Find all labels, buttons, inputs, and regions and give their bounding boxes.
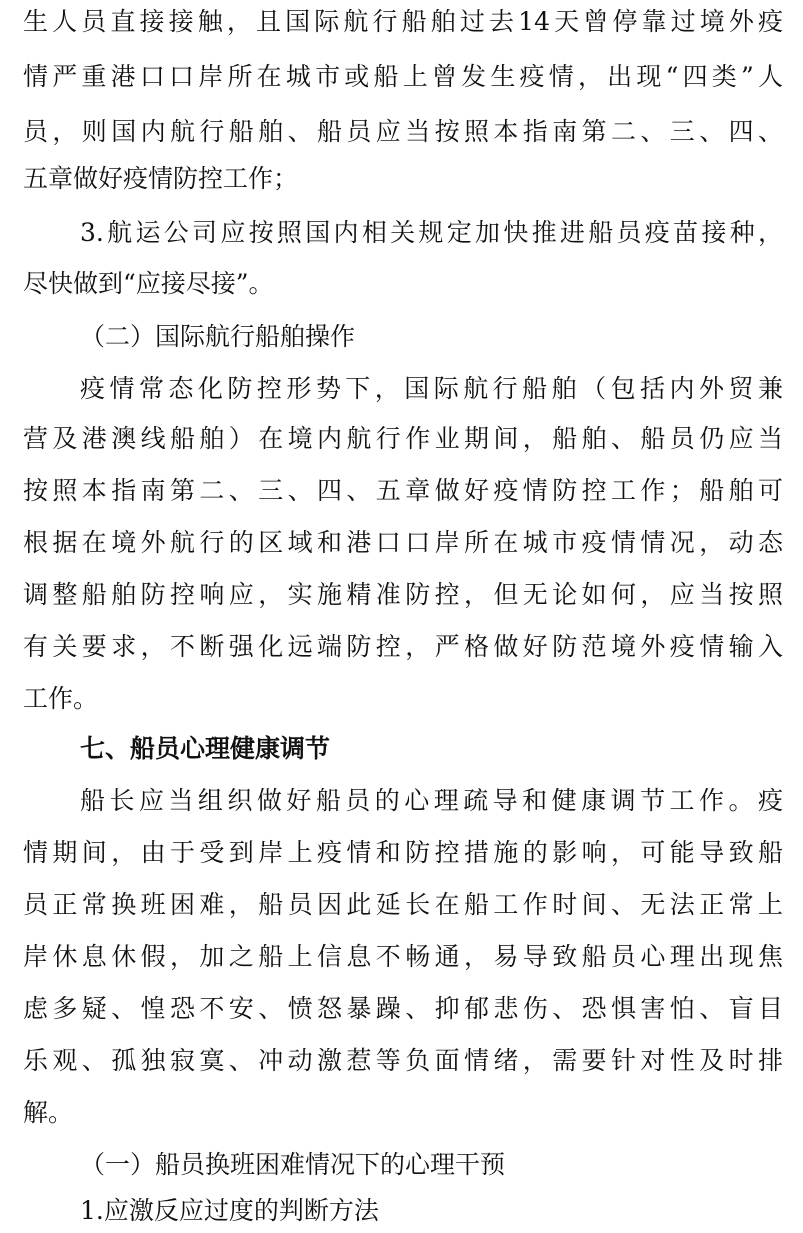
list-item-1: 1.应激反应过度的判断方法 [80, 1196, 379, 1225]
text-line: 岸休息休假，加之船上信息不畅通，易导致船员心理出现焦 [23, 942, 783, 971]
text-line: 员，则国内航行船舶、船员应当按照本指南第二、三、四、 [23, 117, 783, 146]
text-line: 情期间，由于受到岸上疫情和防控措施的影响，可能导致船 [23, 838, 783, 867]
text-line: 解。 [23, 1098, 74, 1127]
text-line: 五章做好疫情防控工作； [23, 164, 299, 193]
text-line: 工作。 [23, 684, 99, 713]
section-heading-crew-mental-health: 七、船员心理健康调节 [80, 734, 331, 763]
text-line: 乐观、孤独寂寞、冲动激惹等负面情绪，需要针对性及时排 [23, 1046, 783, 1075]
text-line: 情严重港口口岸所在城市或船上曾发生疫情，出现“四类”人 [23, 62, 783, 91]
list-item-3: 3.航运公司应按照国内相关规定加快推进船员疫苗接种， [80, 218, 783, 247]
text-line: 根据在境外航行的区域和港口口岸所在城市疫情情况，动态 [23, 528, 783, 557]
text-line: 营及港澳线船舶）在境内航行作业期间，船舶、船员仍应当 [23, 424, 783, 453]
subsection-heading-international-ships: （二）国际航行船舶操作 [80, 322, 356, 351]
text-line: 员正常换班困难，船员因此延长在船工作时间、无法正常上 [23, 890, 783, 919]
subsection-heading-crew-change-intervention: （一）船员换班困难情况下的心理干预 [80, 1150, 506, 1179]
paragraph-first-line: 船长应当组织做好船员的心理疏导和健康调节工作。疫 [80, 786, 783, 815]
text-line: 虑多疑、惶恐不安、愤怒暴躁、抑郁悲伤、恐惧害怕、盲目 [23, 994, 783, 1023]
paragraph-first-line: 疫情常态化防控形势下，国际航行船舶（包括内外贸兼 [80, 374, 783, 403]
text-line: 尽快做到“应接尽接”。 [23, 269, 274, 298]
text-line: 有关要求，不断强化远端防控，严格做好防范境外疫情输入 [23, 632, 783, 661]
text-line: 按照本指南第二、三、四、五章做好疫情防控工作；船舶可 [23, 476, 783, 505]
text-line: 调整船舶防控响应，实施精准防控，但无论如何，应当按照 [23, 580, 783, 609]
text-line: 生人员直接接触，且国际航行船舶过去14天曾停靠过境外疫 [23, 7, 783, 36]
